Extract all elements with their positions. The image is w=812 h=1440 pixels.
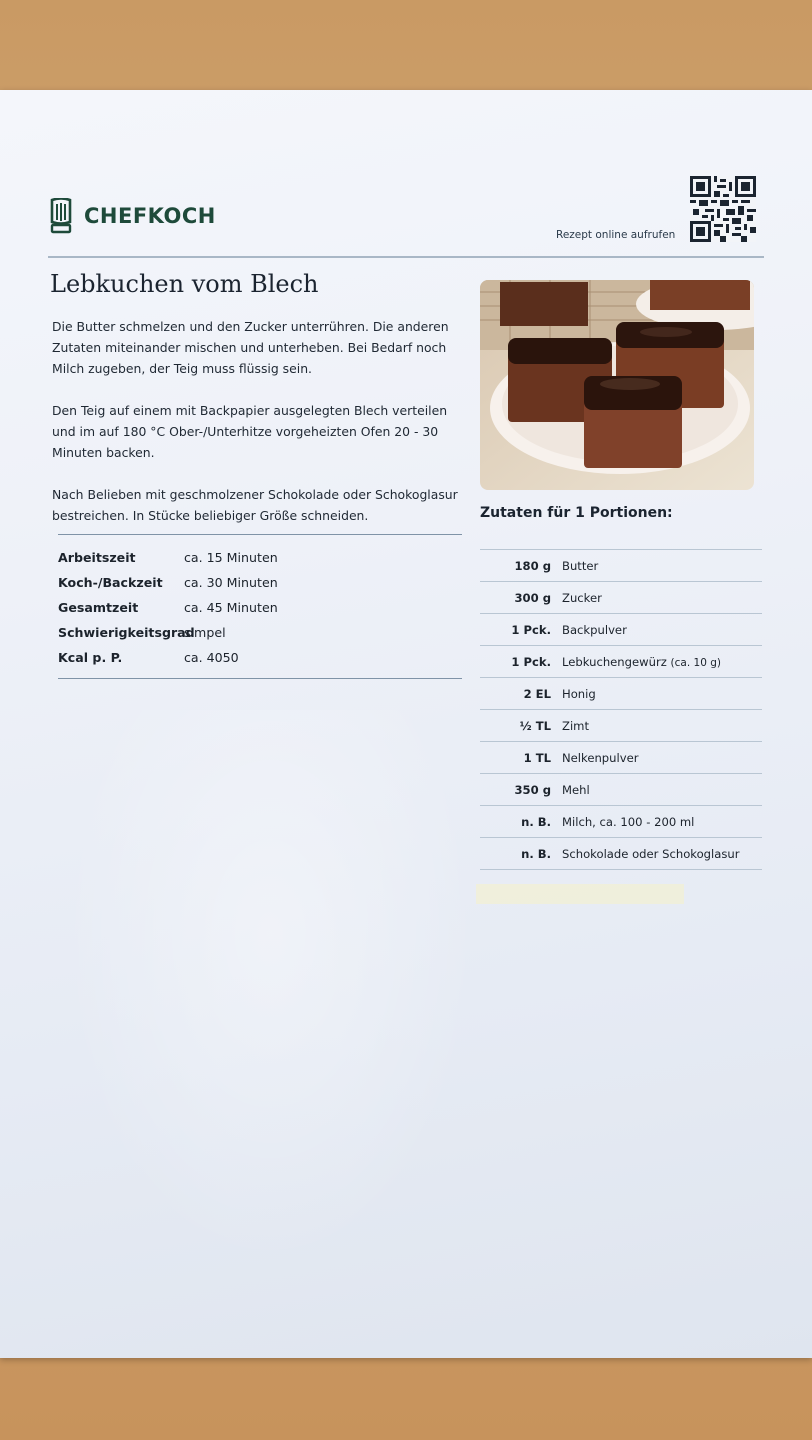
ingredient-name-text: Lebkuchengewürz (562, 654, 667, 669)
recipe-photo (480, 280, 754, 490)
recipe-page (0, 90, 812, 1358)
info-label: Schwierigkeitsgrad (58, 625, 195, 640)
ingredient-name: Butter (562, 558, 599, 573)
info-value: ca. 15 Minuten (184, 550, 278, 565)
ingredient-row (480, 646, 762, 678)
info-row (58, 545, 462, 570)
ingredient-name: Nelkenpulver (562, 750, 639, 765)
info-row (58, 570, 462, 595)
ingredient-name: Milch, ca. 100 - 200 ml (562, 814, 695, 829)
info-value: ca. 45 Minuten (184, 600, 278, 615)
ingredient-row (480, 806, 762, 838)
ingredient-qty: 2 EL (523, 686, 551, 701)
ingredient-row (480, 710, 762, 742)
ingredient-name (562, 655, 762, 669)
ingredient-name: Honig (562, 686, 596, 701)
paper-glare (60, 710, 480, 1270)
ingredient-qty: n. B. (521, 814, 551, 829)
instruction-step: Die Butter schmelzen und den Zucker unterrühren. Die anderen Zutaten miteinander mischen und unterheben. Bei Bedarf noch Milch zugeben, der Teig muss flüssig sein. (52, 319, 449, 376)
info-row (58, 620, 462, 645)
ingredient-name: Backpulver (562, 622, 627, 637)
ingredient-qty: 1 TL (523, 750, 551, 765)
ingredient-row (480, 838, 762, 870)
recipe-online-link[interactable]: Rezept online aufrufen (556, 229, 676, 241)
ingredient-qty: 1 Pck. (511, 654, 551, 669)
ingredients-table (480, 549, 762, 870)
info-row (58, 645, 462, 670)
ingredient-row (480, 582, 762, 614)
highlight-strip (476, 884, 684, 904)
info-label: Koch-/Backzeit (58, 575, 163, 590)
ingredient-row (480, 614, 762, 646)
ingredient-row (480, 742, 762, 774)
ingredient-qty: 1 Pck. (511, 622, 551, 637)
ingredient-qty: 300 g (514, 590, 551, 605)
recipe-info-table (58, 534, 462, 679)
ingredient-qty: 180 g (514, 558, 551, 573)
ingredient-qty: ½ TL (519, 718, 551, 733)
ingredient-row (480, 550, 762, 582)
ingredient-qty: n. B. (521, 846, 551, 861)
instruction-step: Nach Belieben mit geschmolzener Schokolade oder Schokoglasur bestreichen. In Stücke beliebiger Größe schneiden. (52, 487, 458, 523)
brand-name: CHEFKOCH (84, 204, 216, 228)
info-label: Kcal p. P. (58, 650, 123, 665)
chef-hat-icon (48, 198, 74, 234)
info-row (58, 595, 462, 620)
qr-code-icon[interactable] (690, 176, 756, 242)
ingredient-note: (ca. 10 g) (670, 656, 721, 669)
info-value: ca. 30 Minuten (184, 575, 278, 590)
info-label: Arbeitszeit (58, 550, 136, 565)
info-label: Gesamtzeit (58, 600, 139, 615)
info-value: ca. 4050 (184, 650, 239, 665)
brand-logo[interactable] (48, 198, 216, 234)
ingredient-row (480, 774, 762, 806)
ingredient-name: Zucker (562, 590, 602, 605)
ingredient-name: Zimt (562, 718, 590, 733)
ingredient-name: Mehl (562, 782, 590, 797)
info-value: simpel (184, 625, 226, 640)
ingredient-name: Schokolade oder Schokoglasur (562, 846, 740, 861)
ingredients-title: Zutaten für 1 Portionen: (480, 505, 673, 521)
recipe-title: Lebkuchen vom Blech (50, 270, 319, 298)
ingredient-row (480, 678, 762, 710)
ingredient-qty: 350 g (514, 782, 551, 797)
recipe-instructions (52, 316, 462, 547)
instruction-step: Den Teig auf einem mit Backpapier ausgelegten Blech verteilen und im auf 180 °C Ober-/Unterhitze vorgeheizten Ofen 20 - 30 Minuten backen. (52, 403, 448, 460)
header-divider (48, 256, 764, 258)
